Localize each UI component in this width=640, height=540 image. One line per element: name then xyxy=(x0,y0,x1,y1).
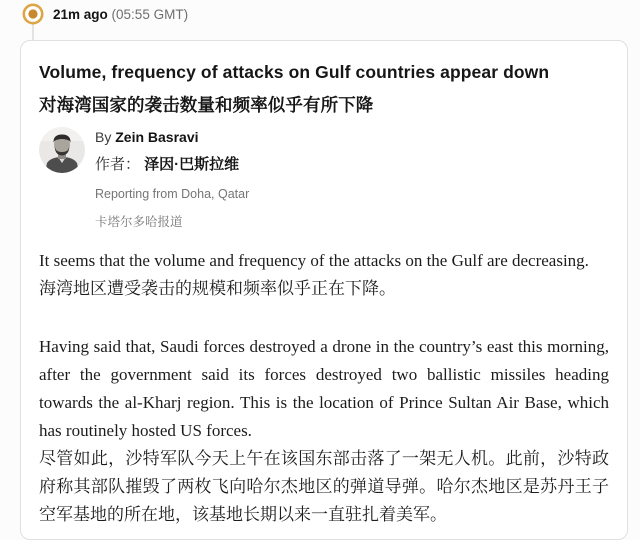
live-blog-post-card xyxy=(20,40,628,540)
author-name-en: Zein Basravi xyxy=(115,129,199,145)
post-headline xyxy=(39,56,609,122)
timeline-connector-line xyxy=(32,24,34,41)
paragraph-1-en: It seems that the volume and frequency of the attacks on the Gulf are decreasing. xyxy=(39,251,589,270)
author-byline-zh xyxy=(95,153,249,174)
paragraph-1-zh: 海湾地区遭受袭击的规模和频率似乎正在下降。 xyxy=(39,279,396,298)
author-name-zh: 泽因·巴斯拉维 xyxy=(144,156,240,173)
post-headline-en: Volume, frequency of attacks on Gulf countries appear down xyxy=(39,62,550,82)
timestamp-relative: 21m ago xyxy=(53,6,108,22)
timestamp-absolute: (05:55 GMT) xyxy=(111,6,189,22)
author-byline-en xyxy=(95,129,249,145)
paragraph-2-zh: 尽管如此，沙特军队今天上午在该国东部击落了一架无人机。此前，沙特政府称其部队摧毁了两枚飞向哈尔杰地区的弹道导弹。哈尔杰地区是苏丹王子空军基地的所在地，该基地长期以来一直驻扎着美军。 xyxy=(39,449,609,524)
author-location-en: Reporting from Doha, Qatar xyxy=(95,187,250,201)
paragraph-group-1 xyxy=(39,247,609,303)
by-label: By xyxy=(95,129,116,145)
post-body xyxy=(39,247,609,529)
timestamp xyxy=(53,7,188,22)
author-block xyxy=(39,127,609,230)
timeline-entry-header xyxy=(22,3,188,25)
paragraph-group-2 xyxy=(39,333,609,529)
author-avatar xyxy=(39,127,85,173)
author-text-lines xyxy=(95,127,249,230)
live-update-bullet-icon xyxy=(22,3,44,25)
author-location-zh: 卡塔尔多哈报道 xyxy=(95,215,183,229)
by-label-zh: 作者： xyxy=(95,156,145,173)
paragraph-2-en: Having said that, Saudi forces destroyed a drone in the country’s east this morning, after the government said its forces destroyed two ballistic missiles heading towards the al-Kharj region. This is the location of Prince Sultan Air Base, which has routinely hosted US forces. xyxy=(39,337,609,440)
post-headline-zh: 对海湾国家的袭击数量和频率似乎有所下降 xyxy=(39,95,374,115)
